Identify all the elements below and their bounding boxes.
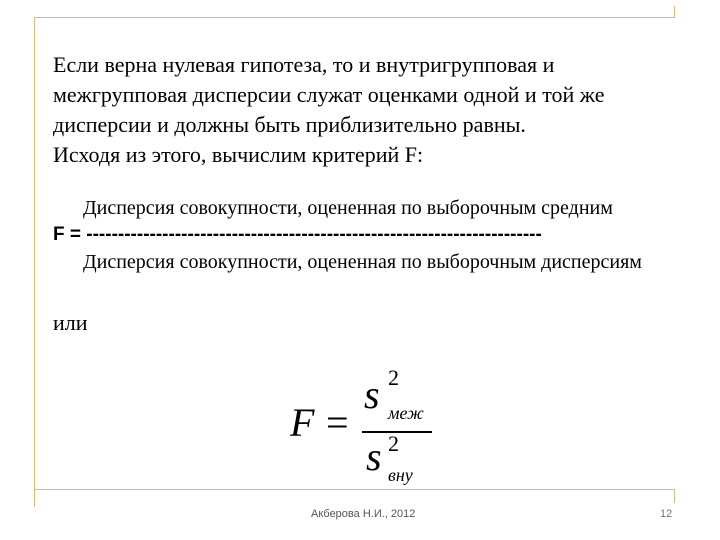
footer-author: Акберова Н.И., 2012 xyxy=(311,508,416,520)
or-word: или xyxy=(53,310,88,335)
f-formula xyxy=(290,365,470,490)
formula-numerator-subscript: меж xyxy=(388,403,424,423)
page-number: 12 xyxy=(660,508,673,520)
formula-denominator-symbol: s xyxy=(366,434,382,479)
formula-equals-sign: = xyxy=(326,400,349,445)
verbal-fraction-numerator: Дисперсия совокупности, оцененная по выборочным средним xyxy=(83,197,613,219)
slide-frame-left-line xyxy=(34,17,35,507)
slide-frame-bottom-right-tick xyxy=(674,489,675,503)
intro-line: межгрупповая дисперсии служат оценками одной и той же xyxy=(53,82,605,107)
formula-denominator-superscript: 2 xyxy=(388,431,399,456)
slide-frame-top-line xyxy=(34,17,675,18)
formula-denominator-subscript: вну xyxy=(388,465,413,485)
intro-line: Если верна нулевая гипотеза, то и внутригрупповая и xyxy=(53,52,555,77)
intro-line: дисперсии и должны быть приблизительно равны. xyxy=(53,112,526,137)
formula-numerator-superscript: 2 xyxy=(388,365,399,390)
intro-paragraph xyxy=(53,50,673,170)
intro-line: Исходя из этого, вычислим критерий F: xyxy=(53,142,424,167)
formula-numerator-symbol: s xyxy=(364,372,380,417)
formula-lhs: F xyxy=(290,400,315,445)
verbal-fraction-line: F = ------------------------------------------------------------------------ xyxy=(53,224,542,245)
slide-frame-top-right-tick xyxy=(674,6,675,18)
verbal-fraction-denominator: Дисперсия совокупности, оцененная по выборочным дисперсиям xyxy=(83,251,642,273)
